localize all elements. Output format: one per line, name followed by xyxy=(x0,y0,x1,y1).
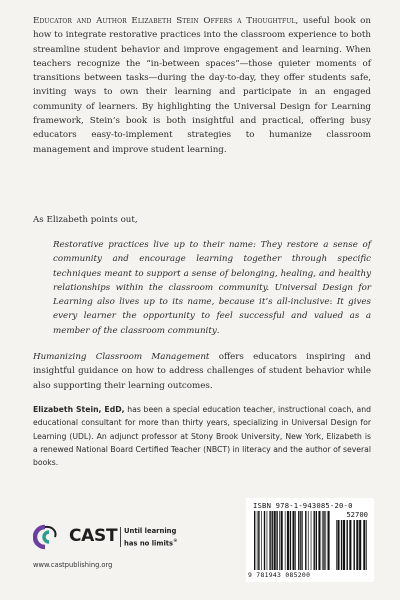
logo-tagline xyxy=(124,527,194,548)
closing-paragraph xyxy=(33,350,371,393)
barcode-bar xyxy=(298,511,299,570)
barcode-bar xyxy=(285,511,286,570)
ean-digits: 9 781943 085200 xyxy=(248,571,311,579)
author-name: Elizabeth Stein, EdD, xyxy=(33,405,125,414)
barcode-bar xyxy=(267,511,268,570)
barcode-bar xyxy=(363,520,365,570)
closing-text: offers educators inspiring and insightful guidance on how to address challenges of student behavior while also supporting their learning outcomes. xyxy=(33,352,371,391)
barcode-bar xyxy=(257,511,258,570)
logo-divider xyxy=(120,527,121,547)
quote-part-2: It gives every learner the opportunity to feel successful and valued as a member of the classroom community xyxy=(53,297,371,336)
block-quote xyxy=(53,238,371,338)
barcode-bar xyxy=(272,511,273,570)
quote-intro: As Elizabeth points out, xyxy=(33,215,138,225)
tagline-line-2: has no limits xyxy=(124,538,174,547)
price-barcode xyxy=(336,520,367,570)
publisher-website: www.castpublishing.org xyxy=(33,561,113,569)
barcode-bar xyxy=(279,511,280,570)
barcode-block xyxy=(246,498,374,582)
barcode-graphic xyxy=(246,498,374,582)
barcode-bar xyxy=(343,520,345,570)
barcode-bar xyxy=(287,511,289,570)
barcode-bar xyxy=(311,511,312,570)
barcode-bar xyxy=(322,511,323,570)
ean-barcode xyxy=(254,511,330,570)
barcode-bar xyxy=(290,511,291,570)
isbn-label: ISBN 978-1-943085-20-0 xyxy=(253,501,353,510)
barcode-bar xyxy=(336,520,337,570)
quote-colon: : xyxy=(329,297,333,308)
barcode-bar xyxy=(295,511,296,570)
tagline-line-1: Until learning xyxy=(124,527,177,535)
barcode-bar xyxy=(323,511,324,570)
blurb-lead: Educator and Author Elizabeth Stein Offers a Thoughtful, xyxy=(33,16,299,26)
book-title: Humanizing Classroom Management xyxy=(33,352,210,362)
publisher-logo xyxy=(33,522,183,552)
barcode-bar xyxy=(314,511,315,570)
trademark-symbol: ® xyxy=(173,538,178,544)
barcode-bar xyxy=(302,511,303,570)
logo-wordmark: CAST xyxy=(69,526,118,546)
barcode-bar xyxy=(261,511,262,570)
author-bio xyxy=(33,403,371,469)
barcode-bar xyxy=(328,511,330,570)
barcode-bar xyxy=(308,511,309,570)
barcode-bar xyxy=(341,520,342,570)
price-code: 52700 xyxy=(346,510,368,519)
barcode-bar xyxy=(276,511,277,570)
bio-text: has been a special education teacher, instructional coach, and educational consultant for more than thirty years, specializing in Universal Design for Learning (UDL). An adjunct professor at Stony Brook University, New York, Elizabeth is a renewed National Board Certified Teacher (NBCT) in literacy and the author of several books. xyxy=(33,405,371,468)
barcode-bar xyxy=(258,511,259,570)
quote-part-1: Restorative practices live up to their name: They restore a sense of community and encourage learning together through specific techniques meant to support a sense of belonging, healing, and healthy relationships within the classroom community. Universal Design for Learning also lives up to its name, because it’s all-inclusive xyxy=(53,240,371,308)
barcode-bar xyxy=(305,511,306,570)
barcode-bar xyxy=(264,511,265,570)
barcode-bar xyxy=(337,520,339,570)
cast-swirl-logo-icon xyxy=(33,524,67,550)
barcode-bar xyxy=(349,520,351,570)
barcode-bar xyxy=(356,520,358,570)
barcode-bar xyxy=(300,511,301,570)
blurb-body: useful book on how to integrate restorative practices into the classroom experience to both streamline student behavior and improve engagement and learning. When teachers recognize the “in-between spaces”—those quieter moments of transitions between tasks—during the day-to-day, they offer students safe, inviting ways to own their learning and participate in an engaged community of learners. By highlighting the Universal Design for Learning framework, Stein’s book is both insightful and practical, offering busy educators easy-to-implement strategies to humanize classroom management and improve student learning. xyxy=(33,16,371,155)
barcode-bar xyxy=(347,520,348,570)
barcode-bar xyxy=(281,511,283,570)
barcode-bar xyxy=(274,511,276,570)
barcode-bar xyxy=(366,520,367,570)
barcode-bar xyxy=(354,520,355,570)
barcode-bar xyxy=(293,511,295,570)
barcode-bar xyxy=(359,520,361,570)
barcode-bar xyxy=(316,511,317,570)
barcode-bar xyxy=(269,511,270,570)
barcode-bar xyxy=(318,511,320,570)
barcode-bar xyxy=(325,511,326,570)
blurb-paragraph xyxy=(33,14,371,157)
barcode-bar xyxy=(254,511,255,570)
quote-period: . xyxy=(216,325,220,336)
